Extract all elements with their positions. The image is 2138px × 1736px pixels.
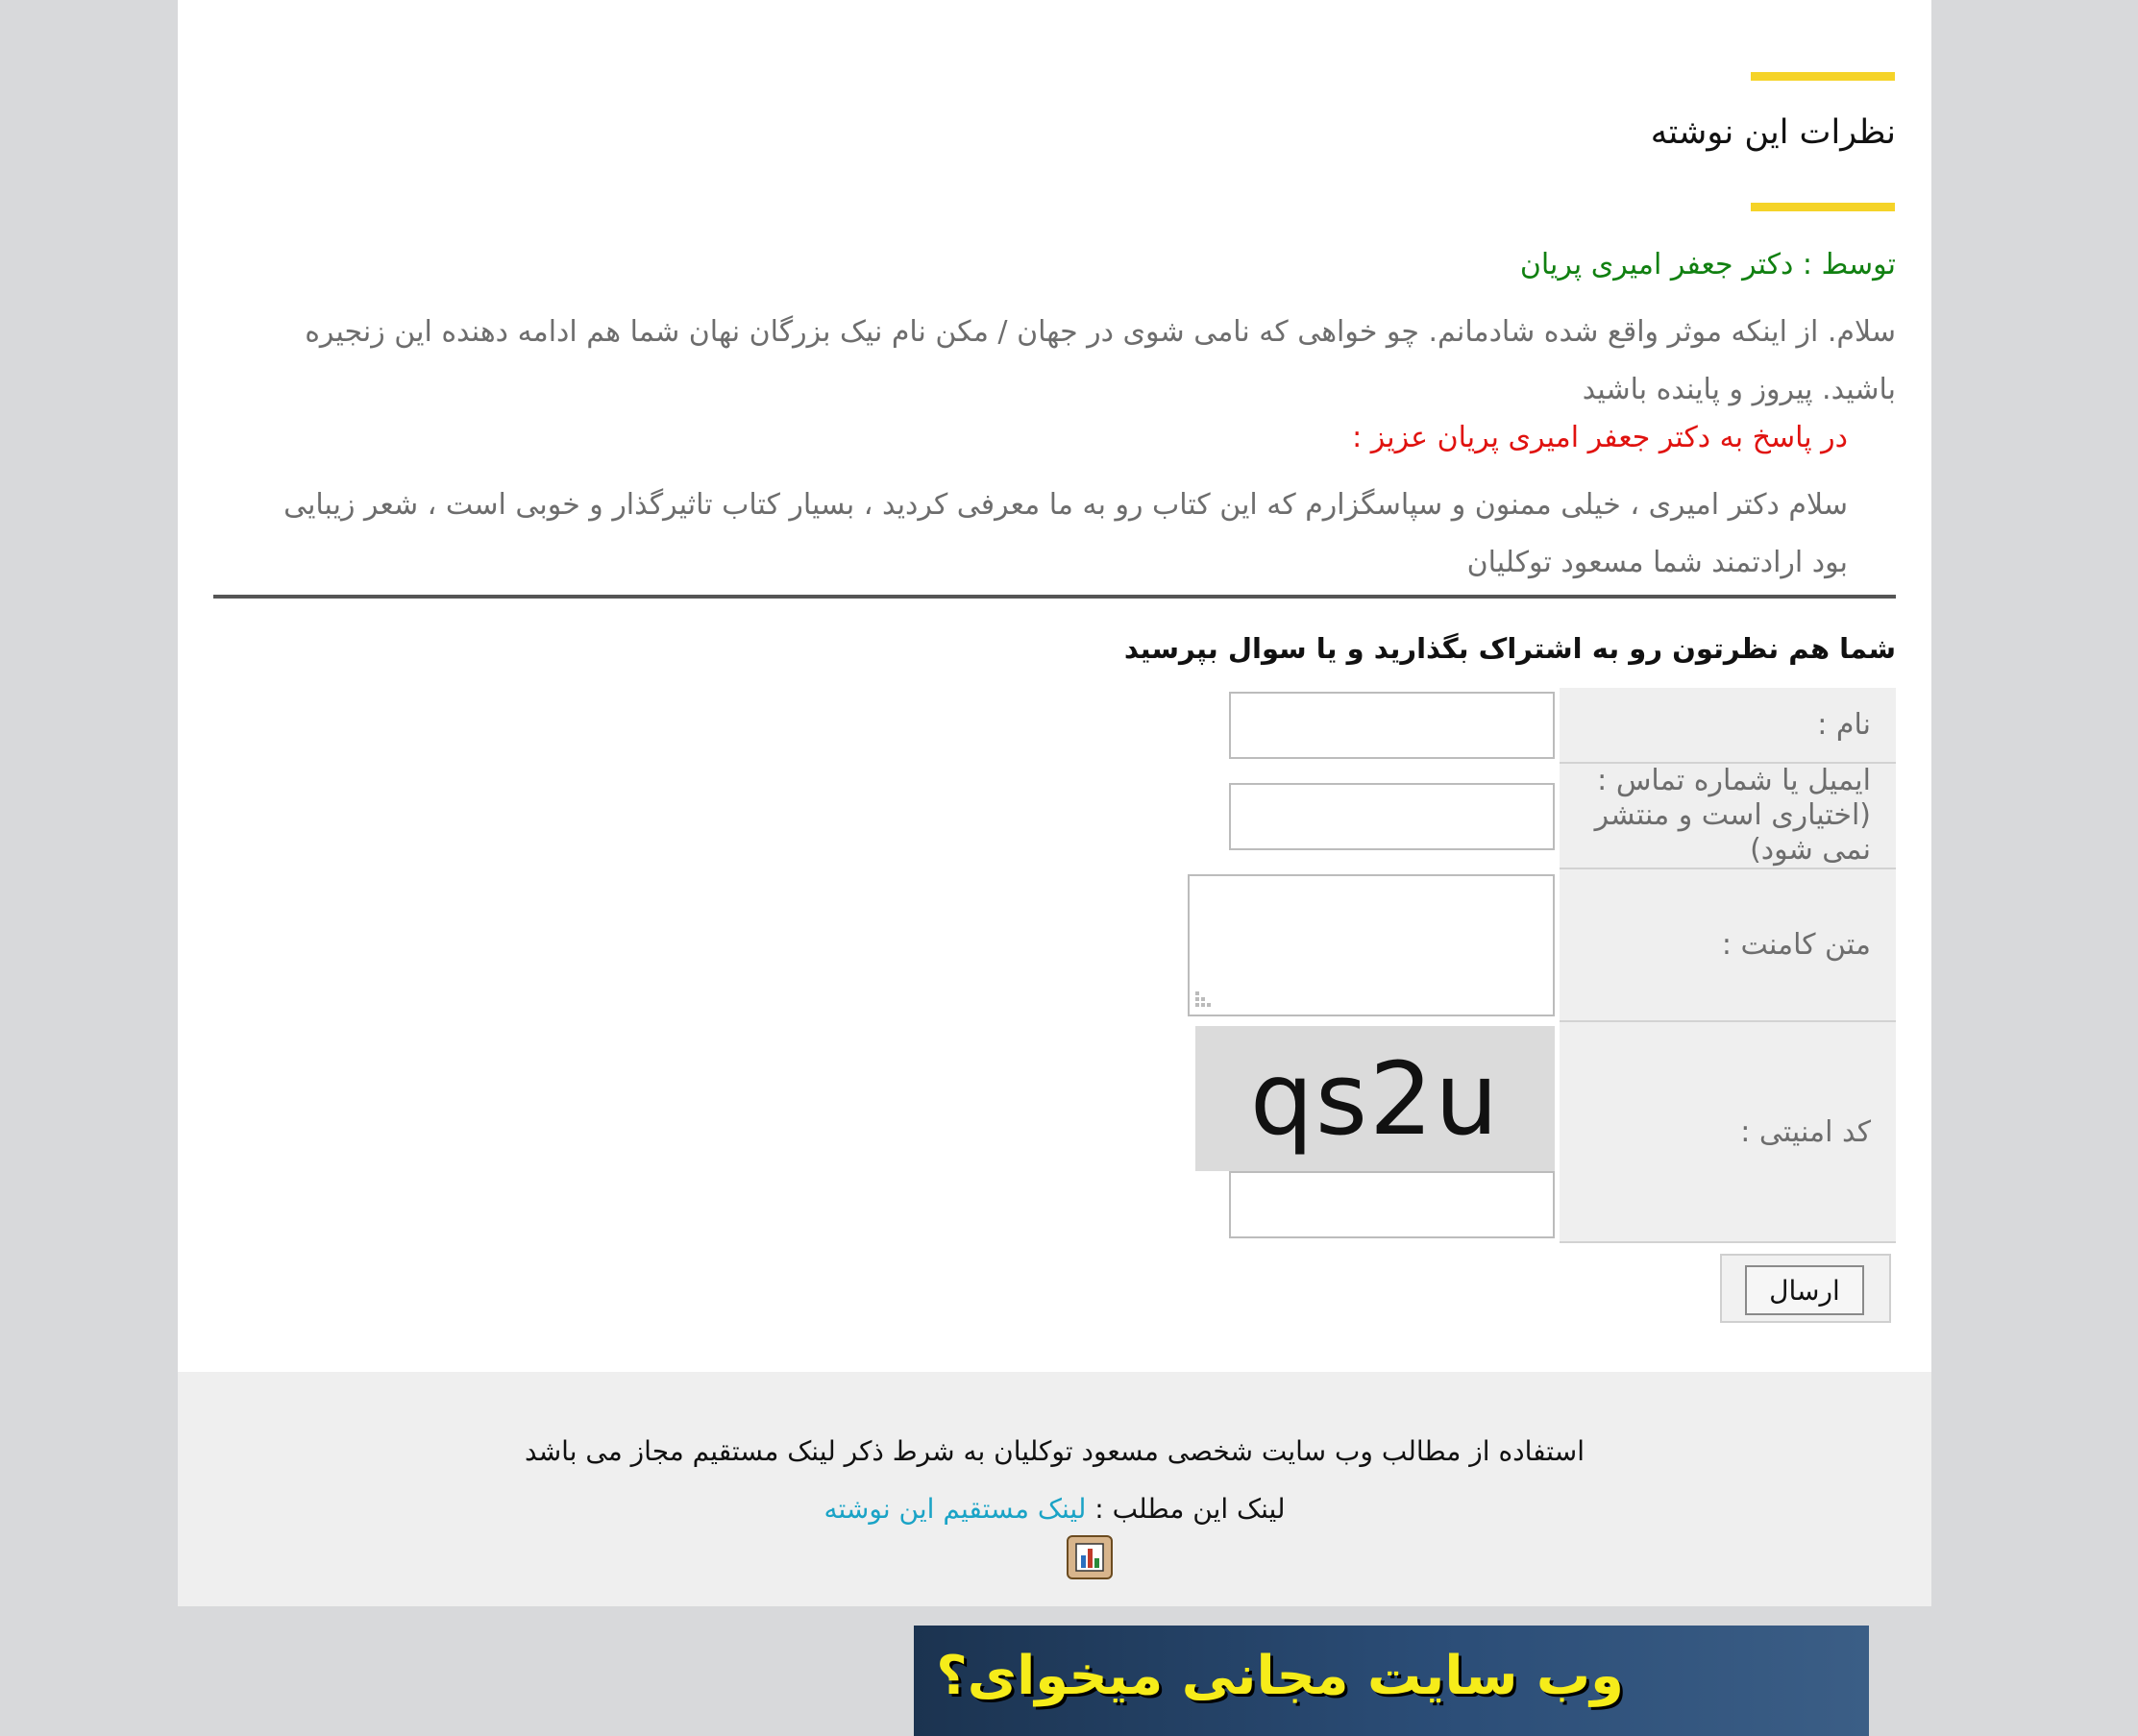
footer bbox=[178, 1372, 1931, 1606]
footer-link-row bbox=[178, 1493, 1931, 1525]
resize-handle-icon[interactable] bbox=[1195, 991, 1215, 1011]
title-accent-bar-top bbox=[1751, 72, 1895, 81]
footer-link-prefix: لینک این مطلب : bbox=[1094, 1493, 1286, 1525]
comment-text: سلام. از اینکه موثر واقع شده شادمانم. چو خواهی که نامی شوی در جهان / مکن نام نیک بزرگان نهان شما هم ادامه دهنده این زنجیره باشید. پیروز و پاینده باشید bbox=[305, 315, 1896, 406]
captcha-input[interactable] bbox=[1229, 1171, 1555, 1238]
name-label: نام : bbox=[1560, 688, 1896, 762]
title-accent-bar-bottom bbox=[1751, 203, 1895, 211]
direct-link[interactable]: لینک مستقیم این نوشته bbox=[823, 1493, 1087, 1525]
email-input[interactable] bbox=[1229, 783, 1555, 850]
footer-note: استفاده از مطالب وب سایت شخصی مسعود توکلیان به شرط ذکر لینک مستقیم مجاز می باشد bbox=[525, 1435, 1585, 1467]
banner-text: وب سایت مجانی میخوای؟ bbox=[936, 1645, 1624, 1707]
comment-author: توسط : دکتر جعفر امیری پریان bbox=[1519, 248, 1896, 281]
submit-button[interactable]: ارسال bbox=[1745, 1265, 1864, 1315]
stats-counter-icon[interactable] bbox=[1067, 1535, 1113, 1579]
email-label: ایمیل یا شماره تماس :(اختیاری است و منتشر نمی شود) bbox=[1560, 764, 1896, 868]
row-separator bbox=[1560, 1241, 1896, 1243]
reply-text: سلام دکتر امیری ، خیلی ممنون و سپاسگزارم که این کتاب رو به ما معرفی کردید ، بسیار کتاب تاثیرگذار و خوبی است ، شعر زیبایی بود ارادتمند شما مسعود توکلیان bbox=[283, 488, 1848, 579]
comment-label: متن کامنت : bbox=[1560, 869, 1896, 1020]
captcha-label: کد امنیتی : bbox=[1560, 1022, 1896, 1241]
submit-button-frame bbox=[1720, 1254, 1891, 1323]
name-input[interactable] bbox=[1229, 692, 1555, 759]
comments-title: نظرات این نوشته bbox=[1650, 113, 1896, 152]
reply-heading: در پاسخ به دکتر جعفر امیری پریان عزیز : bbox=[1352, 421, 1848, 454]
captcha-image: qs2u bbox=[1195, 1026, 1555, 1171]
comment-textarea[interactable] bbox=[1188, 874, 1555, 1016]
divider bbox=[213, 595, 1896, 599]
ad-banner[interactable] bbox=[914, 1626, 1869, 1736]
form-heading: شما هم نظرتون رو به اشتراک بگذارید و یا سوال بپرسید bbox=[1123, 632, 1896, 665]
page-content bbox=[178, 0, 1931, 1372]
